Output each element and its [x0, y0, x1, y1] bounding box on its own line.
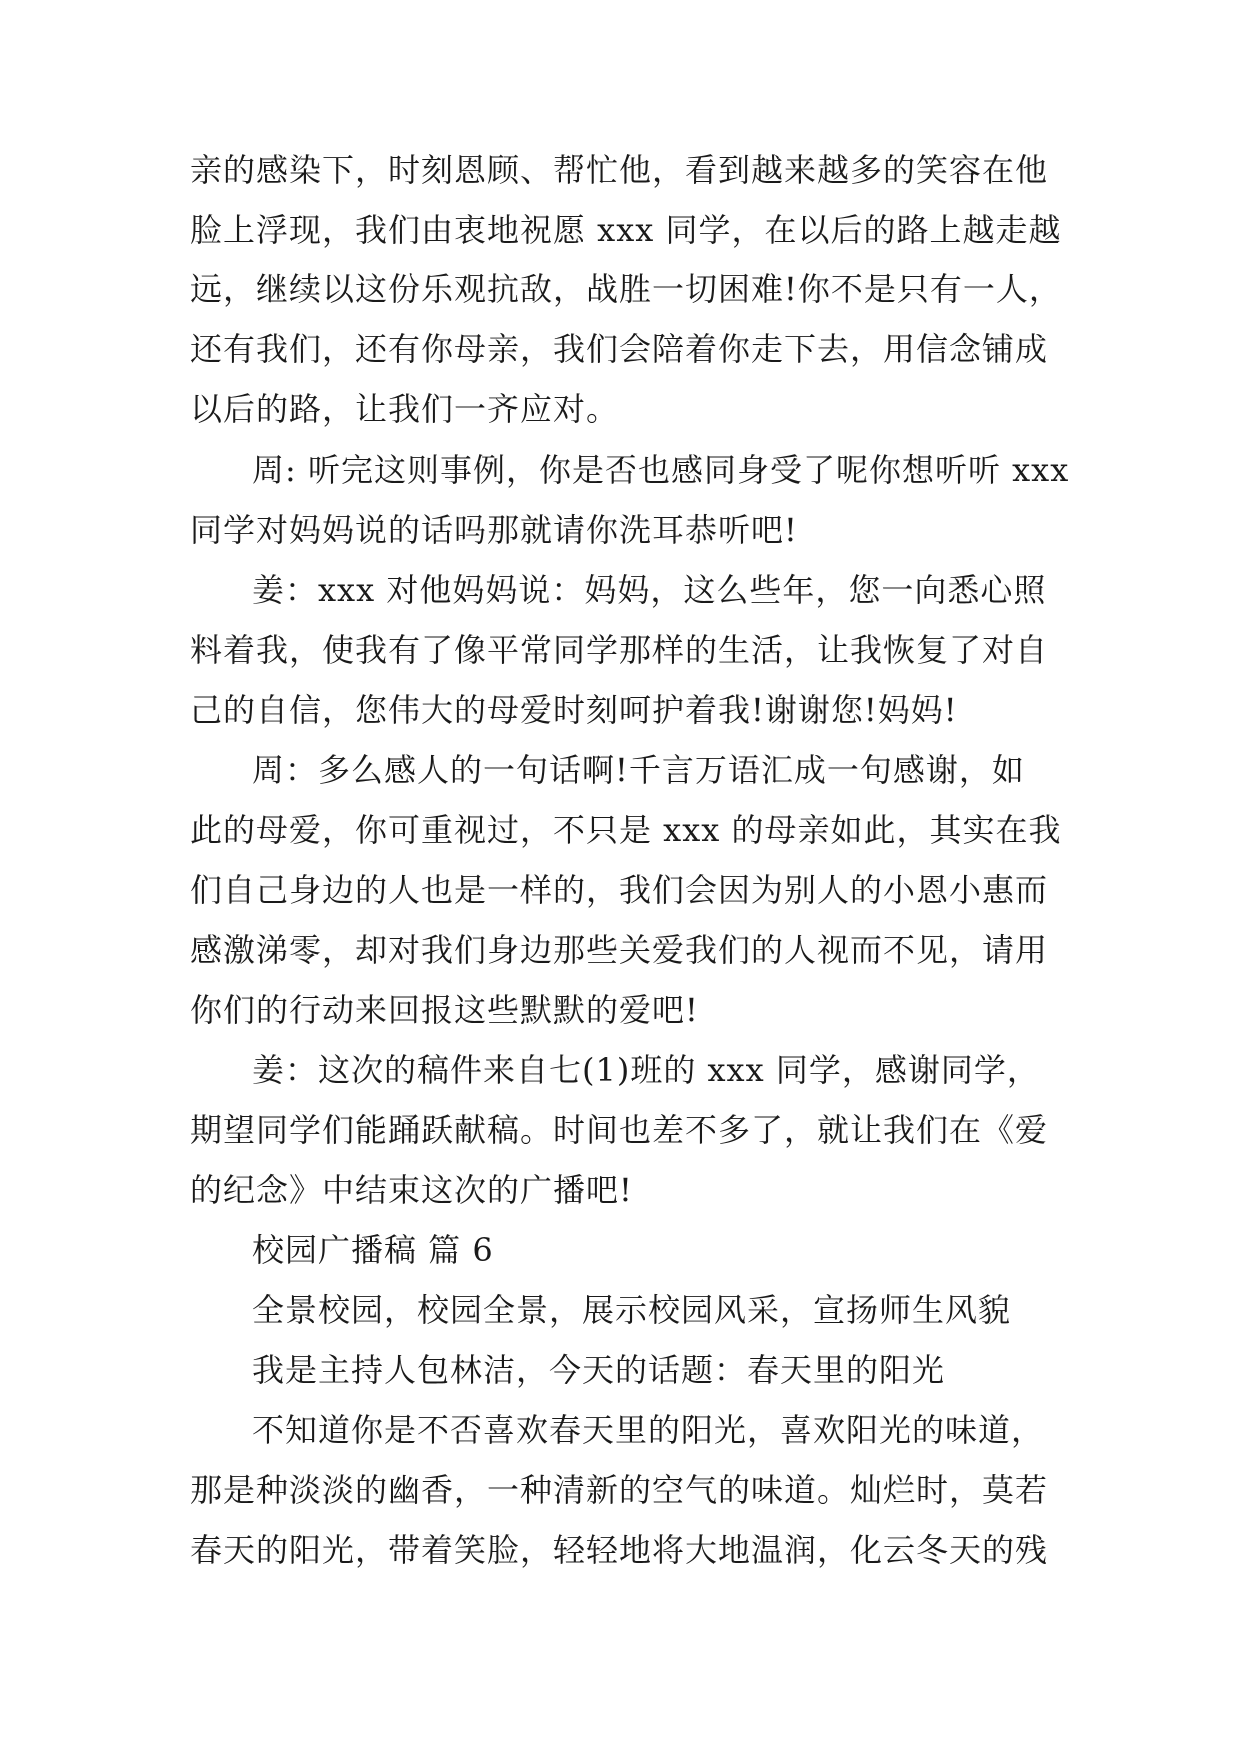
text-line: 远，继续以这份乐观抗敌，战胜一切困难!你不是只有一人， [190, 270, 1062, 308]
text-line: 们自己身边的人也是一样的，我们会因为别人的小恩小惠而 [190, 871, 1049, 909]
text-line: 以后的路，让我们一齐应对。 [190, 390, 620, 428]
text-line: 你们的行动来回报这些默默的爱吧! [190, 991, 699, 1029]
text-line: 周: 听完这则事例，你是否也感同身受了呢你想听听 xxx [252, 451, 1070, 489]
text-line: 亲的感染下，时刻恩顾、帮忙他，看到越来越多的笑容在他 [190, 151, 1049, 189]
text-line: 还有我们，还有你母亲，我们会陪着你走下去，用信念铺成 [190, 330, 1049, 368]
text-line: 我是主持人包林洁，今天的话题：春天里的阳光 [252, 1351, 946, 1389]
text-line: 全景校园，校园全景，展示校园风采，宣扬师生风貌 [252, 1291, 1012, 1329]
text-line: 己的自信，您伟大的母爱时刻呵护着我!谢谢您!妈妈! [190, 691, 958, 729]
text-line: 春天的阳光，带着笑脸，轻轻地将大地温润，化云冬天的残 [190, 1531, 1049, 1569]
text-line: 的纪念》中结束这次的广播吧! [190, 1171, 633, 1209]
text-line: 姜：xxx 对他妈妈说：妈妈，这么些年，您一向悉心照 [252, 571, 1047, 609]
text-line: 期望同学们能踊跃献稿。时间也差不多了，就让我们在《爱 [190, 1111, 1049, 1149]
text-line: 感激涕零，却对我们身边那些关爱我们的人视而不见，请用 [190, 931, 1049, 969]
text-line: 同学对妈妈说的话吗那就请你洗耳恭听吧! [190, 511, 798, 549]
section-heading: 校园广播稿 篇 6 [252, 1231, 494, 1269]
text-line: 姜：这次的稿件来自七(1)班的 xxx 同学，感谢同学， [252, 1051, 1040, 1089]
text-line: 周：多么感人的一句话啊!千言万语汇成一句感谢，如 [252, 751, 1025, 789]
text-line: 料着我，使我有了像平常同学那样的生活，让我恢复了对自 [190, 631, 1049, 669]
text-line: 脸上浮现，我们由衷地祝愿 xxx 同学，在以后的路上越走越 [190, 211, 1062, 249]
text-line: 此的母爱，你可重视过，不只是 xxx 的母亲如此，其实在我 [190, 811, 1062, 849]
text-line: 那是种淡淡的幽香，一种清新的空气的味道。灿烂时，莫若 [190, 1471, 1049, 1509]
text-line: 不知道你是不否喜欢春天里的阳光，喜欢阳光的味道， [252, 1411, 1045, 1449]
